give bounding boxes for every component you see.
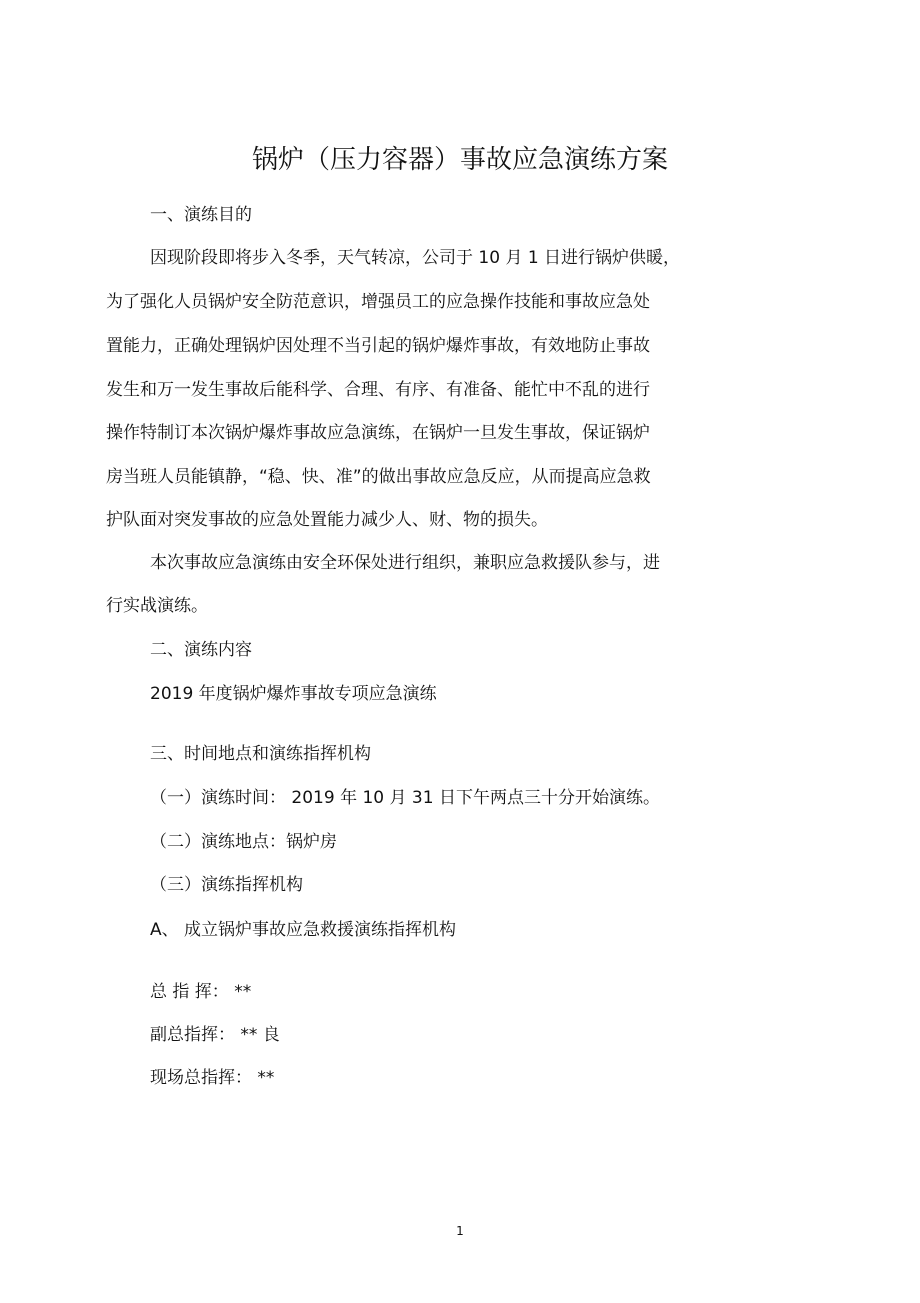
command-structure-subheading: A、 成立锅炉事故应急救援演练指挥机构 (150, 920, 457, 940)
paragraph-line: 行实战演练。 (106, 596, 208, 616)
role-commander: 总 指 挥： ** (150, 982, 252, 1002)
section-heading-content: 二、演练内容 (150, 640, 252, 660)
drill-time-item: （一）演练时间： 2019 年 10 月 31 日下午两点三十分开始演练。 (150, 788, 660, 808)
command-structure-item: （三）演练指挥机构 (150, 875, 303, 895)
section-heading-purpose: 一、演练目的 (150, 205, 252, 225)
paragraph-line: 为了强化人员锅炉安全防范意识，增强员工的应急操作技能和事故应急处 (106, 292, 650, 312)
paragraph-line: 本次事故应急演练由安全环保处进行组织，兼职应急救援队参与，进 (150, 553, 660, 573)
paragraph-line: 置能力，正确处理锅炉因处理不当引起的锅炉爆炸事故，有效地防止事故 (106, 336, 650, 356)
drill-content-text: 2019 年度锅炉爆炸事故专项应急演练 (150, 684, 437, 704)
paragraph-line: 护队面对突发事故的应急处置能力减少人、财、物的损失。 (106, 510, 548, 530)
section-heading-time-place: 三、时间地点和演练指挥机构 (150, 744, 371, 764)
role-deputy-commander: 副总指挥： ** 良 (150, 1025, 280, 1045)
role-site-commander: 现场总指挥： ** (150, 1068, 275, 1088)
paragraph-line: 因现阶段即将步入冬季，天气转凉，公司于 10 月 1 日进行锅炉供暖， (150, 248, 681, 268)
page-number: 1 (456, 1224, 464, 1238)
document-title: 锅炉（压力容器）事故应急演练方案 (251, 145, 668, 175)
paragraph-line: 操作特制订本次锅炉爆炸事故应急演练，在锅炉一旦发生事故，保证锅炉 (106, 423, 650, 443)
drill-location-item: （二）演练地点：锅炉房 (150, 832, 337, 852)
paragraph-line: 房当班人员能镇静，“稳、快、准”的做出事故应急反应，从而提高应急救 (106, 467, 651, 487)
paragraph-line: 发生和万一发生事故后能科学、合理、有序、有准备、能忙中不乱的进行 (106, 380, 650, 400)
